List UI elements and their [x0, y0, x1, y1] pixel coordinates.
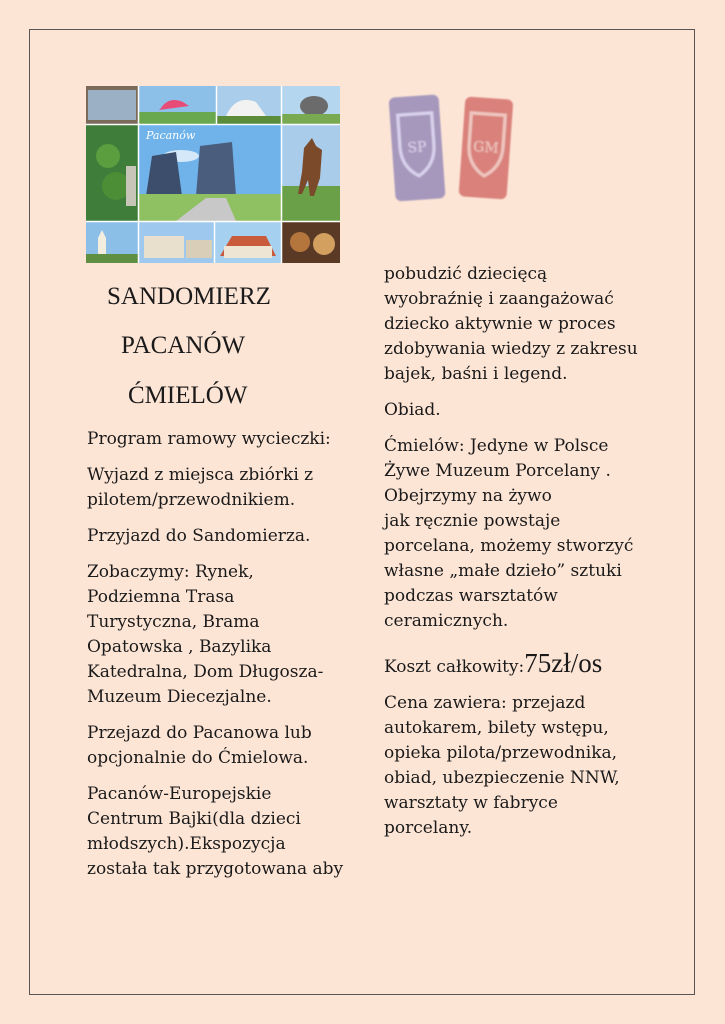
price-label: Koszt całkowity:: [384, 657, 525, 677]
right-column: [384, 262, 646, 852]
paragraph-includes: Cena zawiera: przejazd autokarem, bilety wstępu, opieka pilota/przewodnika, obiad, ubezpieczenie NNW, warsztaty w fabryce porcelany.: [384, 693, 620, 838]
paragraph-lunch: Obiad.: [384, 400, 441, 420]
title-cmielow: ĆMIELÓW: [128, 382, 248, 409]
svg-text:SP: SP: [407, 139, 428, 157]
program-heading: Program ramowy wycieczki:: [87, 429, 331, 449]
logos: [388, 92, 518, 207]
left-column: [87, 427, 349, 893]
title-sandomierz: SANDOMIERZ: [107, 283, 271, 310]
photo-collage: [86, 86, 340, 263]
title-pacanow: PACANÓW: [121, 332, 246, 359]
paragraph-transfer: Przejazd do Pacanowa lub opcjonalnie do Ćmielowa.: [87, 723, 312, 768]
svg-text:GM: GM: [472, 139, 500, 157]
paragraph-arrival: Przyjazd do Sandomierza.: [87, 526, 311, 546]
paragraph-pacanow: Pacanów-Europejskie Centrum Bajki(dla dzieci młodszych).Ekspozycja została tak przygotowana aby: [87, 784, 344, 879]
price-value: 75zł/os: [524, 648, 603, 678]
paragraph-sightseeing: Zobaczymy: Rynek, Podziemna Trasa Turystyczna, Brama Opatowska , Bazylika Katedralna, Dom Długosza- Muzeum Diecezjalne.: [87, 562, 324, 707]
collage-caption: Pacanów: [146, 129, 196, 142]
paragraph-cmielow: Ćmielów: Jedyne w Polsce Żywe Muzeum Porcelany . Obejrzymy na żywo jak ręcznie powstaje porcelana, możemy stworzyć własne „małe dzieło” sztuki podczas warsztatów ceramicznych.: [384, 436, 634, 631]
sp-logo: [389, 94, 446, 201]
paragraph-pacanow-continued: pobudzić dziecięcą wyobraźnię i zaangażować dziecko aktywnie w proces zdobywania wiedzy z zakresu bajek, baśni i legend.: [384, 264, 638, 384]
price-line: [384, 648, 646, 680]
paragraph-departure: Wyjazd z miejsca zbiórki z pilotem/przewodnikiem.: [87, 465, 314, 510]
gm-logo: [459, 96, 514, 199]
